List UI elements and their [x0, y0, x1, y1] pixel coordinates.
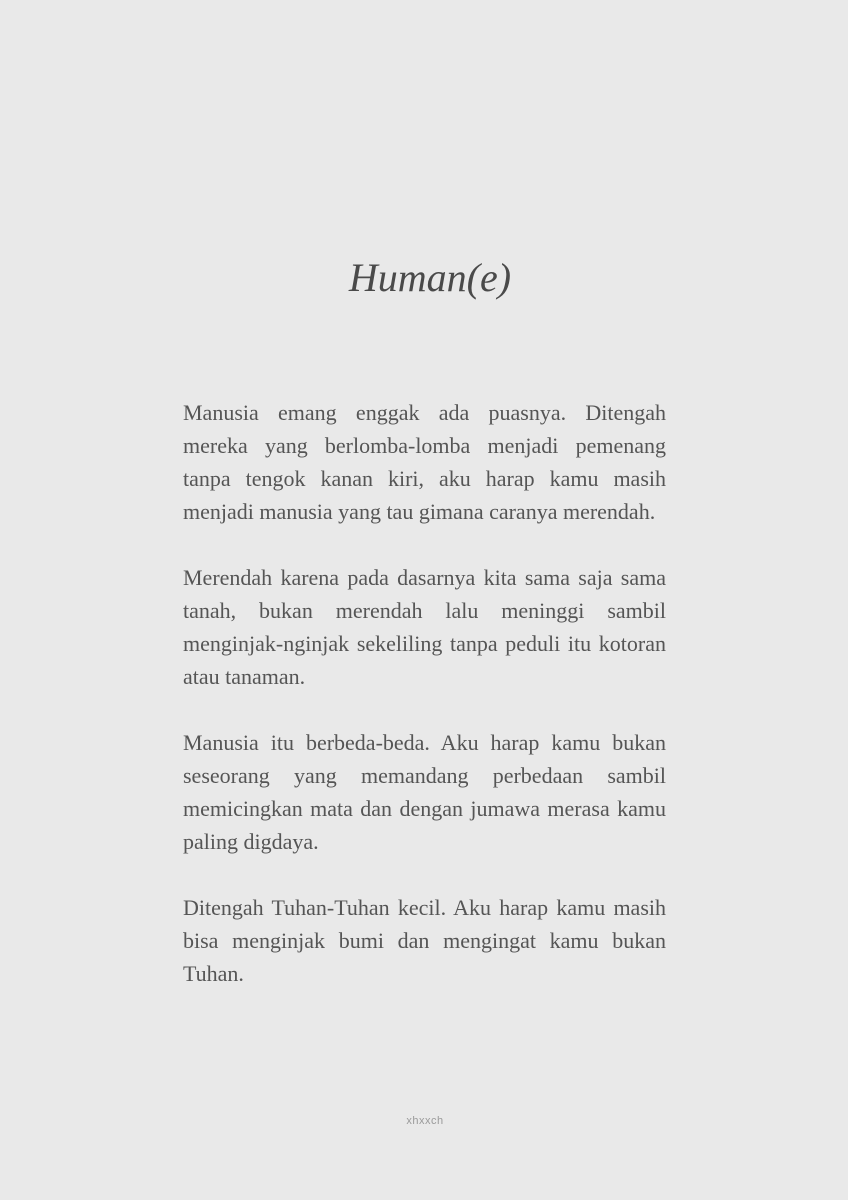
paragraph-3: Manusia itu berbeda-beda. Aku harap kamu bukan seseorang yang memandang perbedaan sambil memicingkan mata dan dengan jumawa merasa kamu paling digdaya.: [183, 730, 666, 854]
paragraph-2: Merendah karena pada dasarnya kita sama saja sama tanah, bukan merendah lalu meninggi sambil menginjak-nginjak sekeliling tanpa peduli itu kotoran atau tanaman.: [183, 565, 666, 689]
paragraph-1: Manusia emang enggak ada puasnya. Ditengah mereka yang berlomba-lomba menjadi pemenang tanpa tengok kanan kiri, aku harap kamu masih menjadi manusia yang tau gimana caranya merendah.: [183, 400, 666, 524]
author-signature: xhxxch: [406, 1115, 444, 1127]
body-text: [183, 396, 666, 1023]
paragraph-4: Ditengah Tuhan-Tuhan kecil. Aku harap kamu masih bisa menginjak bumi dan mengingat kamu bukan Tuhan.: [183, 895, 666, 986]
page-title: Human(e): [348, 255, 512, 300]
